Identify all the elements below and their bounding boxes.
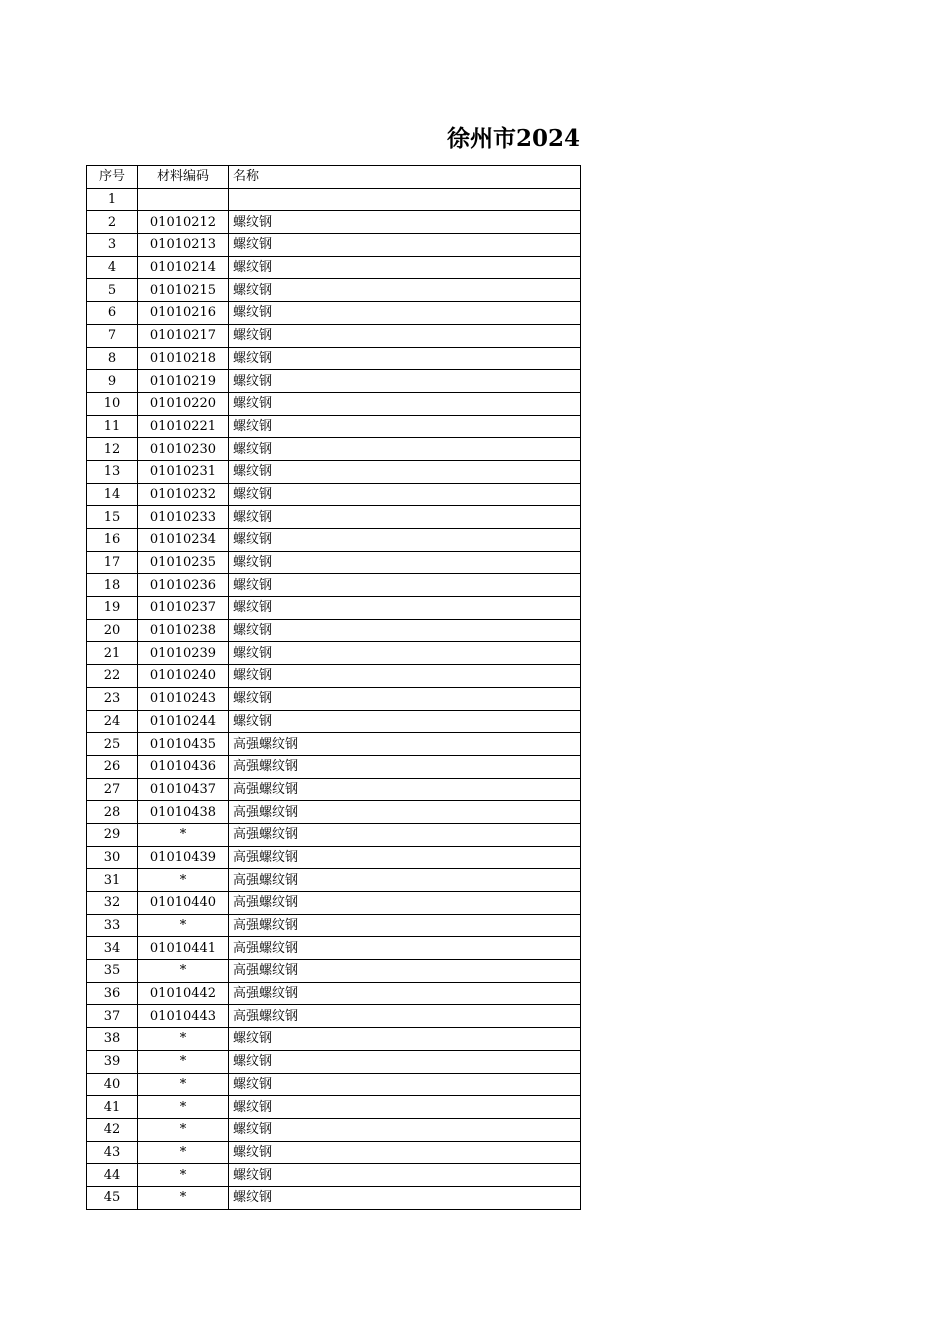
cell-name: 高强螺纹钢 (229, 733, 581, 756)
table-row (87, 1005, 581, 1028)
cell-name: 螺纹钢 (229, 1186, 581, 1209)
table-row (87, 483, 581, 506)
table-row (87, 1073, 581, 1096)
cell-no: 23 (87, 687, 138, 710)
cell-material-code: 01010439 (138, 846, 229, 869)
cell-name: 螺纹钢 (229, 574, 581, 597)
table-row (87, 892, 581, 915)
table-row (87, 347, 581, 370)
cell-name: 螺纹钢 (229, 234, 581, 257)
cell-name: 高强螺纹钢 (229, 846, 581, 869)
cell-name: 螺纹钢 (229, 279, 581, 302)
cell-no: 41 (87, 1096, 138, 1119)
cell-no: 39 (87, 1050, 138, 1073)
cell-material-code: 01010235 (138, 551, 229, 574)
cell-no: 34 (87, 937, 138, 960)
table-row (87, 392, 581, 415)
cell-name: 螺纹钢 (229, 211, 581, 234)
cell-material-code: * (138, 1164, 229, 1187)
cell-no: 4 (87, 256, 138, 279)
table-row (87, 211, 581, 234)
cell-name: 螺纹钢 (229, 1028, 581, 1051)
cell-material-code: * (138, 1073, 229, 1096)
cell-material-code: 01010231 (138, 460, 229, 483)
table-row (87, 960, 581, 983)
cell-material-code: 01010217 (138, 324, 229, 347)
table-row (87, 597, 581, 620)
cell-material-code: 01010442 (138, 982, 229, 1005)
cell-material-code: * (138, 1028, 229, 1051)
table-row (87, 1028, 581, 1051)
cell-no: 35 (87, 960, 138, 983)
table-row (87, 551, 581, 574)
table-row (87, 619, 581, 642)
cell-name: 高强螺纹钢 (229, 778, 581, 801)
table-row (87, 937, 581, 960)
cell-name: 螺纹钢 (229, 665, 581, 688)
table-row (87, 529, 581, 552)
cell-name: 高强螺纹钢 (229, 892, 581, 915)
table-body (87, 188, 581, 1209)
cell-no: 20 (87, 619, 138, 642)
cell-material-code: 01010240 (138, 665, 229, 688)
cell-name: 螺纹钢 (229, 1164, 581, 1187)
table-row (87, 982, 581, 1005)
cell-material-code: * (138, 960, 229, 983)
cell-material-code: 01010438 (138, 801, 229, 824)
table-row (87, 869, 581, 892)
table-row (87, 460, 581, 483)
cell-name: 螺纹钢 (229, 460, 581, 483)
cell-name: 高强螺纹钢 (229, 937, 581, 960)
table-row (87, 506, 581, 529)
cell-no: 21 (87, 642, 138, 665)
cell-no: 29 (87, 823, 138, 846)
cell-material-code: 01010215 (138, 279, 229, 302)
cell-material-code: 01010437 (138, 778, 229, 801)
cell-no: 3 (87, 234, 138, 257)
cell-no: 45 (87, 1186, 138, 1209)
table-row (87, 415, 581, 438)
cell-name: 螺纹钢 (229, 551, 581, 574)
cell-no: 6 (87, 302, 138, 325)
table-row (87, 710, 581, 733)
table-row (87, 733, 581, 756)
cell-material-code: 01010213 (138, 234, 229, 257)
cell-no: 26 (87, 755, 138, 778)
table-row (87, 1164, 581, 1187)
cell-material-code: * (138, 1118, 229, 1141)
cell-name: 螺纹钢 (229, 347, 581, 370)
cell-no: 2 (87, 211, 138, 234)
cell-no: 14 (87, 483, 138, 506)
cell-name: 螺纹钢 (229, 1141, 581, 1164)
cell-no: 28 (87, 801, 138, 824)
cell-no: 44 (87, 1164, 138, 1187)
table-header (87, 166, 581, 189)
table-row (87, 1050, 581, 1073)
cell-name: 螺纹钢 (229, 438, 581, 461)
cell-name: 螺纹钢 (229, 1073, 581, 1096)
cell-material-code: 01010212 (138, 211, 229, 234)
cell-material-code: 01010436 (138, 755, 229, 778)
cell-material-code: * (138, 869, 229, 892)
cell-no: 32 (87, 892, 138, 915)
cell-no: 15 (87, 506, 138, 529)
table-row (87, 1141, 581, 1164)
table-row (87, 234, 581, 257)
cell-name: 螺纹钢 (229, 687, 581, 710)
cell-material-code: 01010220 (138, 392, 229, 415)
cell-name: 螺纹钢 (229, 597, 581, 620)
table-row (87, 370, 581, 393)
cell-no: 10 (87, 392, 138, 415)
cell-name (229, 188, 581, 211)
table-row (87, 687, 581, 710)
table-row (87, 801, 581, 824)
cell-name: 螺纹钢 (229, 415, 581, 438)
cell-no: 16 (87, 529, 138, 552)
table-row (87, 778, 581, 801)
cell-name: 螺纹钢 (229, 710, 581, 733)
header-row (87, 166, 581, 189)
cell-name: 高强螺纹钢 (229, 823, 581, 846)
cell-name: 螺纹钢 (229, 1096, 581, 1119)
cell-name: 螺纹钢 (229, 1118, 581, 1141)
cell-material-code: 01010238 (138, 619, 229, 642)
cell-no: 30 (87, 846, 138, 869)
cell-no: 25 (87, 733, 138, 756)
cell-no: 43 (87, 1141, 138, 1164)
cell-name: 螺纹钢 (229, 256, 581, 279)
cell-name: 高强螺纹钢 (229, 1005, 581, 1028)
table-row (87, 574, 581, 597)
cell-material-code: 01010244 (138, 710, 229, 733)
table-row (87, 279, 581, 302)
cell-material-code: * (138, 1186, 229, 1209)
cell-material-code: 01010243 (138, 687, 229, 710)
document-title: 徐州市2024 (446, 125, 580, 152)
cell-name: 高强螺纹钢 (229, 982, 581, 1005)
cell-name: 螺纹钢 (229, 529, 581, 552)
cell-no: 18 (87, 574, 138, 597)
table-row (87, 846, 581, 869)
cell-material-code: 01010236 (138, 574, 229, 597)
cell-no: 7 (87, 324, 138, 347)
cell-material-code: 01010216 (138, 302, 229, 325)
cell-no: 27 (87, 778, 138, 801)
header-name: 名称 (229, 166, 581, 189)
header-material-code: 材料编码 (138, 166, 229, 189)
cell-material-code: 01010237 (138, 597, 229, 620)
cell-name: 螺纹钢 (229, 324, 581, 347)
cell-no: 24 (87, 710, 138, 733)
cell-name: 螺纹钢 (229, 370, 581, 393)
cell-name: 高强螺纹钢 (229, 960, 581, 983)
table-row (87, 1096, 581, 1119)
cell-material-code: 01010232 (138, 483, 229, 506)
cell-material-code: * (138, 1096, 229, 1119)
cell-material-code: 01010219 (138, 370, 229, 393)
header-no: 序号 (87, 166, 138, 189)
cell-name: 高强螺纹钢 (229, 869, 581, 892)
cell-material-code (138, 188, 229, 211)
cell-no: 8 (87, 347, 138, 370)
cell-no: 13 (87, 460, 138, 483)
cell-name: 高强螺纹钢 (229, 755, 581, 778)
cell-no: 38 (87, 1028, 138, 1051)
cell-name: 螺纹钢 (229, 619, 581, 642)
cell-name: 螺纹钢 (229, 392, 581, 415)
cell-no: 37 (87, 1005, 138, 1028)
cell-material-code: 01010234 (138, 529, 229, 552)
cell-material-code: 01010440 (138, 892, 229, 915)
cell-material-code: 01010441 (138, 937, 229, 960)
cell-material-code: * (138, 914, 229, 937)
cell-name: 螺纹钢 (229, 483, 581, 506)
cell-material-code: * (138, 1050, 229, 1073)
material-price-table (86, 165, 581, 1210)
cell-material-code: 01010218 (138, 347, 229, 370)
cell-material-code: 01010443 (138, 1005, 229, 1028)
cell-material-code: 01010435 (138, 733, 229, 756)
table-row (87, 438, 581, 461)
cell-no: 42 (87, 1118, 138, 1141)
cell-name: 螺纹钢 (229, 1050, 581, 1073)
table-row (87, 665, 581, 688)
table-row (87, 914, 581, 937)
cell-material-code: 01010214 (138, 256, 229, 279)
cell-no: 17 (87, 551, 138, 574)
cell-no: 36 (87, 982, 138, 1005)
cell-material-code: 01010233 (138, 506, 229, 529)
cell-no: 31 (87, 869, 138, 892)
cell-no: 11 (87, 415, 138, 438)
cell-material-code: * (138, 1141, 229, 1164)
cell-no: 1 (87, 188, 138, 211)
cell-no: 9 (87, 370, 138, 393)
cell-name: 螺纹钢 (229, 302, 581, 325)
cell-name: 高强螺纹钢 (229, 801, 581, 824)
table-row (87, 642, 581, 665)
table-row (87, 823, 581, 846)
table-row (87, 755, 581, 778)
cell-name: 螺纹钢 (229, 506, 581, 529)
table-row (87, 1118, 581, 1141)
cell-no: 33 (87, 914, 138, 937)
cell-material-code: 01010221 (138, 415, 229, 438)
cell-no: 19 (87, 597, 138, 620)
cell-material-code: 01010230 (138, 438, 229, 461)
cell-material-code: 01010239 (138, 642, 229, 665)
table-row (87, 256, 581, 279)
table-row (87, 188, 581, 211)
cell-no: 40 (87, 1073, 138, 1096)
cell-name: 高强螺纹钢 (229, 914, 581, 937)
cell-no: 12 (87, 438, 138, 461)
cell-no: 22 (87, 665, 138, 688)
table-row (87, 302, 581, 325)
table-row (87, 324, 581, 347)
table-row (87, 1186, 581, 1209)
cell-material-code: * (138, 823, 229, 846)
cell-no: 5 (87, 279, 138, 302)
cell-name: 螺纹钢 (229, 642, 581, 665)
